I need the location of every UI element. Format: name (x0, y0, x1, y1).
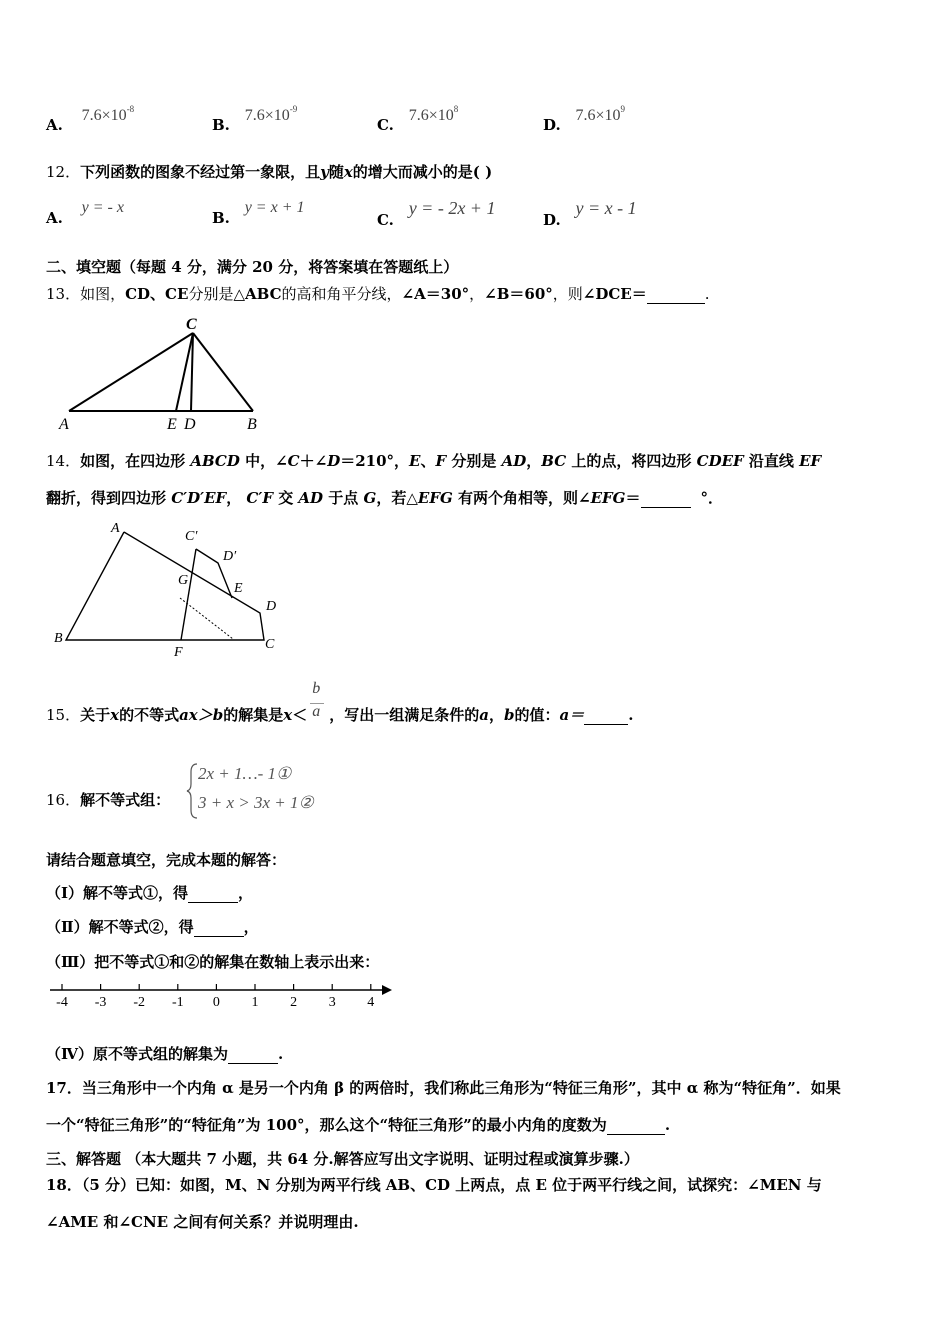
q16-step-1 (46, 882, 253, 903)
q13-text: 如图， (80, 285, 126, 303)
label-c-prime: C′ (185, 529, 198, 544)
q14-end: °． (700, 489, 724, 507)
q17-line-2 (46, 1114, 670, 1135)
q13-angle-dce: ∠DCE＝ (582, 285, 647, 303)
step-text: （Ⅱ）解不等式②，得 (46, 918, 194, 936)
answer-blank[interactable] (584, 706, 628, 725)
q16-text: 解不等式组： (80, 791, 171, 809)
q14-text-run: 于点 (323, 489, 364, 507)
label-d: D (184, 416, 196, 433)
q15-lt: ＜ (292, 706, 308, 724)
label-c: C (265, 637, 275, 652)
q14-text-run: G (363, 489, 377, 507)
fraction-b-over-a (307, 680, 329, 726)
step-period: . (278, 1045, 284, 1063)
q15-text: ， (488, 706, 504, 724)
question-number: 14． (46, 452, 81, 470)
var-x: x (343, 163, 353, 181)
q15-text: 的值： (514, 706, 560, 724)
fraction-denominator: a (312, 703, 321, 720)
q13-end: . (704, 285, 710, 303)
q14-line-1-text (80, 452, 821, 470)
step-text: （Ⅰ）解不等式①，得 (46, 884, 189, 902)
option-expression: y = - 2x + 1 (408, 198, 496, 218)
q12-text: 随 (328, 163, 344, 181)
label-b: B (54, 631, 63, 646)
line-bc (193, 333, 253, 411)
number-line-label: -4 (56, 995, 68, 1010)
answer-blank[interactable] (641, 489, 691, 508)
answer-blank[interactable] (607, 1116, 665, 1135)
label-b: B (247, 416, 257, 433)
q13-text: ，则 (552, 285, 583, 303)
option-expression: y = - x (81, 199, 124, 216)
q15-stem (46, 680, 634, 726)
var-x: x (283, 706, 293, 724)
option-letter: A. (46, 209, 63, 227)
q13-text: ， (469, 285, 485, 303)
q16-step-2 (46, 916, 259, 937)
q14-text-run: 上的点，将四边形 (566, 452, 697, 470)
q12-option-b[interactable] (212, 199, 305, 228)
number-line-ticks (56, 984, 374, 1010)
line-fc-prime (181, 549, 196, 640)
option-letter: B. (212, 209, 230, 227)
dashed-line (180, 598, 233, 639)
option-letter: C. (377, 116, 394, 134)
q17-end: . (664, 1116, 671, 1134)
question-number: 16． (46, 791, 81, 809)
q16-step-4 (46, 1043, 283, 1064)
label-e: E (234, 581, 243, 596)
section-3-heading: 三、解答题 （本大题共 7 小题，共 64 分.解答应写出文字说明、证明过程或演算步骤.） (46, 1150, 639, 1168)
question-number: 12． (46, 163, 81, 181)
option-letter: D. (543, 116, 561, 134)
q14-text-run: EFG (590, 489, 626, 507)
q14-text-run: ， (226, 489, 247, 507)
step-comma: ， (238, 884, 254, 902)
option-letter: C. (377, 211, 394, 229)
q13-cd-ce: CD、CE (125, 285, 189, 303)
answer-blank[interactable] (647, 285, 705, 304)
option-exponent: -9 (289, 104, 298, 114)
q14-text-run: E (409, 452, 421, 470)
q14-text-run: C′D′EF (171, 489, 227, 507)
q13-stem (46, 283, 710, 304)
label-f: F (174, 645, 183, 660)
number-line-label: -1 (171, 995, 184, 1010)
q14-text-run: C′F (246, 489, 273, 507)
question-number: 13． (46, 285, 81, 303)
q12-option-a[interactable] (46, 199, 124, 228)
number-line-label: 0 (212, 995, 220, 1010)
q14-text-run: F (435, 452, 447, 470)
option-base: 7.6×10 (81, 107, 127, 124)
option-base: 7.6×10 (244, 107, 290, 124)
q18-line-2: ∠AME 和∠CNE 之间有何关系？并说明理由. (46, 1213, 359, 1231)
q16-instruction: 请结合题意填空，完成本题的解答： (46, 851, 287, 869)
q13-angle-b: ∠B＝60° (484, 285, 553, 303)
option-expression: y = x + 1 (244, 199, 305, 216)
option-base: 7.6×10 (408, 107, 454, 124)
q12-text: 下列函数的图象不经过第一象限，且 (80, 163, 321, 181)
q14-text-run: 、 (420, 452, 436, 470)
option-letter: B. (212, 116, 230, 134)
q15-text: 关于 (80, 706, 111, 724)
answer-blank[interactable] (228, 1045, 278, 1064)
q14-line-1 (46, 450, 821, 471)
q14-text-run: ＝210°， (340, 452, 410, 470)
q17-line-1: 17．当三角形中一个内角 α 是另一个内角 β 的两倍时，我们称此三角形为“特征三角形”，其中 α 称为“特征角”．如果 (46, 1079, 841, 1097)
option-base: 7.6×10 (575, 107, 621, 124)
q12-option-d[interactable] (543, 198, 637, 230)
q14-text-run: 交 (272, 489, 299, 507)
q14-text-run: 中，∠ (239, 452, 288, 470)
q14-text-run: 有两个角相等，则∠ (452, 489, 591, 507)
number-line-label: 1 (251, 995, 259, 1010)
q15-a-eq: a＝ (559, 706, 585, 724)
q15-text: 的解集是 (223, 706, 284, 724)
option-exponent: 8 (453, 104, 459, 114)
number-line-label: 2 (290, 995, 298, 1010)
q16-step-3: （Ⅲ）把不等式①和②的解集在数轴上表示出来： (46, 953, 380, 971)
q12-option-c[interactable] (377, 198, 496, 230)
q15-text: ，写出一组满足条件的 (329, 706, 480, 724)
number-line-label: -2 (133, 995, 146, 1010)
q17-text: 一个“特征三角形”的“特征角”为 100°，那么这个“特征三角形”的最小内角的度数为 (46, 1116, 607, 1134)
q14-text-run: 如图，在四边形 (80, 452, 191, 470)
number-line-label: 3 (328, 995, 336, 1010)
option-exponent: 9 (620, 104, 626, 114)
arrow-icon (382, 985, 392, 995)
q14-text-run: EF (799, 452, 822, 470)
q14-text-run: 翻折，得到四边形 (46, 489, 172, 507)
q14-text-run: ＝ (625, 489, 641, 507)
number-line (46, 978, 402, 1012)
q14-text-run: CDEF (696, 452, 744, 470)
question-number: 15． (46, 706, 81, 724)
q16-inequality-1: 2x + 1…- 1① (198, 764, 292, 783)
q16-stem (46, 789, 170, 810)
q15-inequality: ax＞b (179, 706, 224, 724)
q12-stem (46, 161, 492, 182)
q14-text-run: BC (541, 452, 567, 470)
var-y: y (320, 163, 329, 181)
q14-text-run: ＋∠ (299, 452, 328, 470)
answer-blank[interactable] (194, 918, 244, 937)
q14-text-run: AD (501, 452, 527, 470)
q14-line-2-text (46, 489, 641, 507)
answer-blank[interactable] (188, 884, 238, 903)
label-c: C (186, 316, 197, 333)
q14-text-run: D (327, 452, 341, 470)
label-e: E (167, 416, 177, 433)
line-ac (69, 333, 193, 411)
step-text: （Ⅳ）原不等式组的解集为 (46, 1045, 229, 1063)
q13-figure (55, 312, 275, 434)
label-a: A (111, 521, 120, 536)
label-d: D (266, 599, 277, 614)
q12-text: 的增大而减小的是( ) (352, 163, 493, 181)
step-comma: ， (243, 918, 259, 936)
q13-text: 分别是 (188, 285, 234, 303)
q16-inequality-2: 3 + x > 3x + 1② (198, 793, 314, 812)
q15-end: . (628, 706, 634, 724)
number-line-label: 4 (367, 995, 375, 1010)
label-a: A (59, 416, 69, 433)
var-x: x (110, 706, 120, 724)
q14-text-run: ABCD (190, 452, 240, 470)
q14-text-run: ， (526, 452, 542, 470)
q13-text: 的高和角平分线， (281, 285, 402, 303)
var-b: b (503, 706, 515, 724)
q14-text-run: EFG (417, 489, 453, 507)
q14-text-run: AD (298, 489, 324, 507)
label-g: G (178, 573, 189, 588)
option-exponent: -8 (126, 104, 135, 114)
q13-triangle: △ABC (233, 285, 282, 303)
number-line-label: -3 (94, 995, 107, 1010)
q14-figure (50, 518, 290, 660)
q14-text-run: 沿直线 (743, 452, 800, 470)
fraction-numerator: b (312, 680, 321, 697)
label-d-prime: D′ (223, 549, 237, 564)
q14-text-run: C (287, 452, 300, 470)
q14-text-run: ，若△ (376, 489, 418, 507)
q13-angle-a: ∠A＝30° (401, 285, 470, 303)
var-a: a (479, 706, 489, 724)
option-expression: y = x - 1 (575, 198, 637, 218)
option-letter: D. (543, 211, 561, 229)
q14-line-2 (46, 487, 723, 508)
q14-text-run: 分别是 (446, 452, 502, 470)
option-letter: A. (46, 116, 63, 134)
section-2-heading: 二、填空题（每题 4 分，满分 20 分，将答案填在答题纸上） (46, 258, 459, 276)
q15-text: 的不等式 (119, 706, 180, 724)
q18-line-1: 18．（5 分）已知：如图，M、N 分别为两平行线 AB、CD 上两点，点 E 位于两平行线之间，试探究：∠MEN 与 (46, 1176, 822, 1194)
